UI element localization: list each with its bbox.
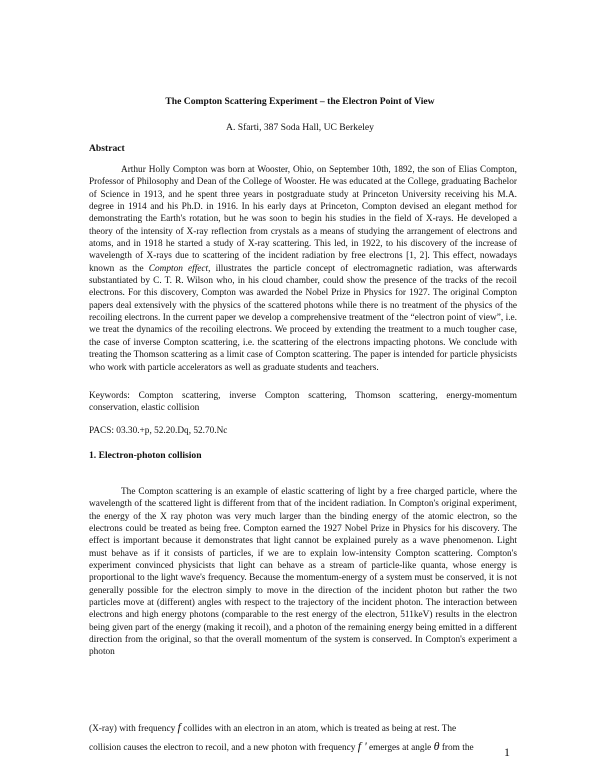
abstract-heading: Abstract	[89, 143, 125, 154]
frequency-line-start: (X-ray) with frequency	[89, 724, 178, 734]
author-line: A. Sfarti, 387 Soda Hall, UC Berkeley	[226, 122, 374, 133]
section-1-heading: 1. Electron-photon collision	[89, 450, 202, 461]
pacs-line: PACS: 03.30.+p, 52.20.Dq, 52.70.Nc	[89, 426, 228, 436]
angle-line-start: collision causes the electron to recoil, and a new photon with frequency	[89, 743, 358, 753]
frequency-line	[89, 720, 456, 735]
page-number: 1	[504, 745, 510, 759]
angle-line	[89, 739, 474, 754]
theta-symbol: θ	[433, 739, 440, 753]
angle-line-middle: emerges at angle	[366, 743, 434, 753]
abstract-text-start: Arthur Holly Compton was born at Wooster, Ohio, on September 10th, 1892, the son of Elias Compton, Professor of Philosophy and Dean of the College of Wooster. He was educated at the College, graduating Bachelor of Science in 1913, and he spent three years in postgraduate study at Princeton University receiving his M.A. degree in 1914 and his Ph.D. in 1916. In his early days at Princeton, Compton devised an elegant method for demonstrating the Earth's rotation, but he was soon to begin his studies in the field of X-rays. He developed a theory of the intensity of X-ray reflection from crystals as a means of studying the arrangement of electrons and atoms, and in 1918 he started a study of X-ray scattering. This led, in 1922, to his discovery of the increase of wavelength of X-rays due to scattering of the incident radiation by free electrons [1, 2]. This effect, nowadays known as the	[89, 165, 517, 274]
section-1-paragraph	[89, 486, 517, 659]
abstract-paragraph	[89, 164, 517, 374]
section-1-text: The Compton scattering is an example of elastic scattering of light by a free charged particle, where the wavelength of the scattered light is different from that of the incident radiation. In Compton's original experiment, the energy of the X ray photon was very much larger than the binding energy of the atomic electron, so the electrons could be treated as being free. Compton earned the 1927 Nobel Prize in Physics for his discovery. The effect is important because it demonstrates that light cannot be explained purely as a wave phenomenon. Light must behave as if it consists of particles, if we are to explain low-intensity Compton scattering. Compton's experiment convinced physicists that light can behave as a stream of particle-like quanta, whose energy is proportional to the light wave's frequency. Because the momentum-energy of a system must be conserved, it is not generally possible for the electron simply to move in the direction of the incident photon but rather the two particles move at (different) angles with respect to the trajectory of the incident photon. The interaction between electrons and high energy photons (comparable to the rest energy of the electron, 511keV) results in the electron being given part of the energy (making it recoil), and a photon of the remaining energy being emitted in a different direction from the original, so that the overall momentum of the system is conserved. In Compton's experiment a photon	[89, 487, 517, 658]
angle-line-end: from the	[439, 743, 474, 753]
frequency-f-symbol: f	[177, 720, 181, 734]
frequency-line-end: collides with an electron in an atom, which is treated as being at rest. The	[180, 724, 457, 734]
frequency-f-prime-symbol: f '	[357, 739, 367, 753]
abstract-text-end: , illustrates the particle concept of electromagnetic radiation, was afterwards substantiated by C. T. R. Wilson who, in his cloud chamber, could show the presence of the tracks of the recoil electrons. For this discovery, Compton was awarded the Nobel Prize in Physics for 1927. The original Compton papers deal extensively with the physics of the scattered photons while there is no treatment of the physics of the recoiling electrons. In the current paper we develop a comprehensive treatment of the “electron point of view”, i.e. we treat the dynamics of the recoiling electrons. We proceed by extending the treatment to a much tougher case, the case of inverse Compton scattering, i.e. the scattering of the electrons impacting photons. We conclude with treating the Thomson scattering as a limit case of Compton scattering. The paper is intended for particle physicists who work with particle accelerators as well as graduate students and teachers.	[89, 263, 517, 373]
keywords-line: Keywords: Compton scattering, inverse Compton scattering, Thomson scattering, energy-momentum conservation, elastic collision	[89, 391, 517, 414]
compton-effect-term: Compton effect	[148, 263, 209, 274]
paper-title: The Compton Scattering Experiment – the Electron Point of View	[165, 96, 435, 107]
